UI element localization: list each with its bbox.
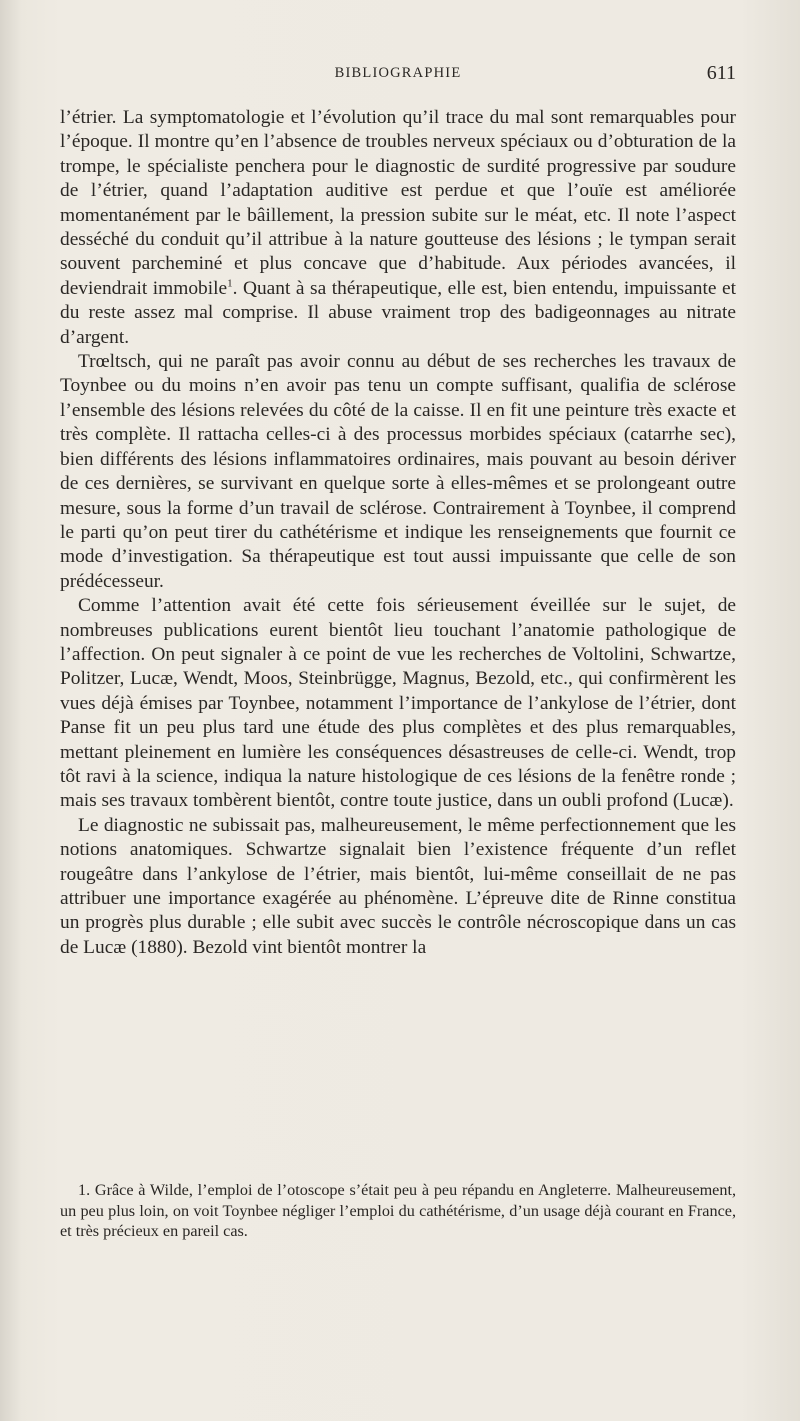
paragraph-text-continued: . Quant à sa thérapeutique, elle est, bien entendu, impuissante et du reste assez mal comprise. Il abuse vraiment trop des badigeonnages au nitrate d’argent. (60, 277, 736, 348)
paragraph: Comme l’attention avait été cette fois sérieusement éveillée sur le sujet, de nombreuses publications eurent bientôt lieu touchant l’anatomie pathologique de l’affection. On peut signaler à ce point de vue les recherches de Voltolini, Schwartze, Politzer, Lucæ, Wendt, Moos, Steinbrügge, Magnus, Bezold, etc., qui confirmèrent les vues déjà émises par Toynbee, notamment l’importance de l’ankylose de l’étrier, dont Panse fit un peu plus tard une étude des plus complètes et des plus remarquables, mettant pleinement en lumière les conséquences désastreuses de celle-ci. Wendt, trop tôt ravi à la science, indiqua la nature histologique de ces lésions de la fenêtre ronde ; mais ses travaux tombèrent bientôt, contre toute justice, dans un oubli profond (Lucæ). (60, 595, 736, 812)
paragraph: Trœltsch, qui ne paraît pas avoir connu au début de ses recherches les travaux de Toynbee ou du moins n’en avoir pas tenu un compte suffisant, qualifia de sclérose l’ensemble des lésions relevées du côté de la caisse. Il en fit une peinture très exacte et très complète. Il rattacha celles-ci à des processus morbides spéciaux (catarrhe sec), bien différents des lésions inflammatoires ordinaires, mais pouvant au besoin dériver de ces dernières, se survivant en quelque sorte à elles-mêmes et se prolongeant outre mesure, sous la forme d’un travail de sclérose. Contrairement à Toynbee, il comprend le parti qu’on peut tirer du cathétérisme et indique les renseignements que fournit ce mode d’investigation. Sa thérapeutique est tout aussi impuissante que celle de son prédécesseur. (60, 351, 736, 592)
paragraph: Le diagnostic ne subissait pas, malheureusement, le même perfectionnement que les notions anatomiques. Schwartze signalait bien l’existence fréquente d’un reflet rougeâtre dans l’ankylose de l’étrier, mais bientôt, lui-même conseillait de ne pas attribuer une importance exagérée au phénomène. L’épreuve dite de Rinne constitua un progrès plus durable ; elle subit avec succès le contrôle nécroscopique dans un cas de Lucæ (1880). Bezold vint bientôt montrer la (60, 814, 736, 958)
footnote: 1. Grâce à Wilde, l’emploi de l’otoscope s’était peu à peu répandu en Angleterre. Malheureusement, un peu plus loin, on voit Toynbee négliger l’emploi du cathétérisme, d’un usage déjà courant en France, et très précieux en pareil cas. (60, 1181, 736, 1241)
paragraph-text: l’étrier. La symptomatologie et l’évolution qu’il trace du mal sont remarquables pour l’époque. Il montre qu’en l’absence de troubles nerveux spéciaux ou d’obturation de la trompe, le spécialiste penchera pour le diagnostic de surdité progressive par soudure de l’étrier, quand l’adaptation auditive est perdue et que l’ouïe est améliorée momentanément par le bâillement, la pression subite sur le méat, etc. Il note l’aspect desséché du conduit qu’il attribue à la nature goutteuse des lésions ; le tympan serait souvent parcheminé et plus concave que d’habitude. Aux périodes avancées, il deviendrait immobile (60, 107, 736, 299)
running-title: BIBLIOGRAPHIE (334, 65, 462, 81)
page-number: 611 (706, 62, 736, 84)
page-header (60, 62, 736, 86)
paragraph (60, 106, 736, 350)
body-text (60, 106, 736, 960)
footnote-reference: 1 (227, 277, 233, 290)
